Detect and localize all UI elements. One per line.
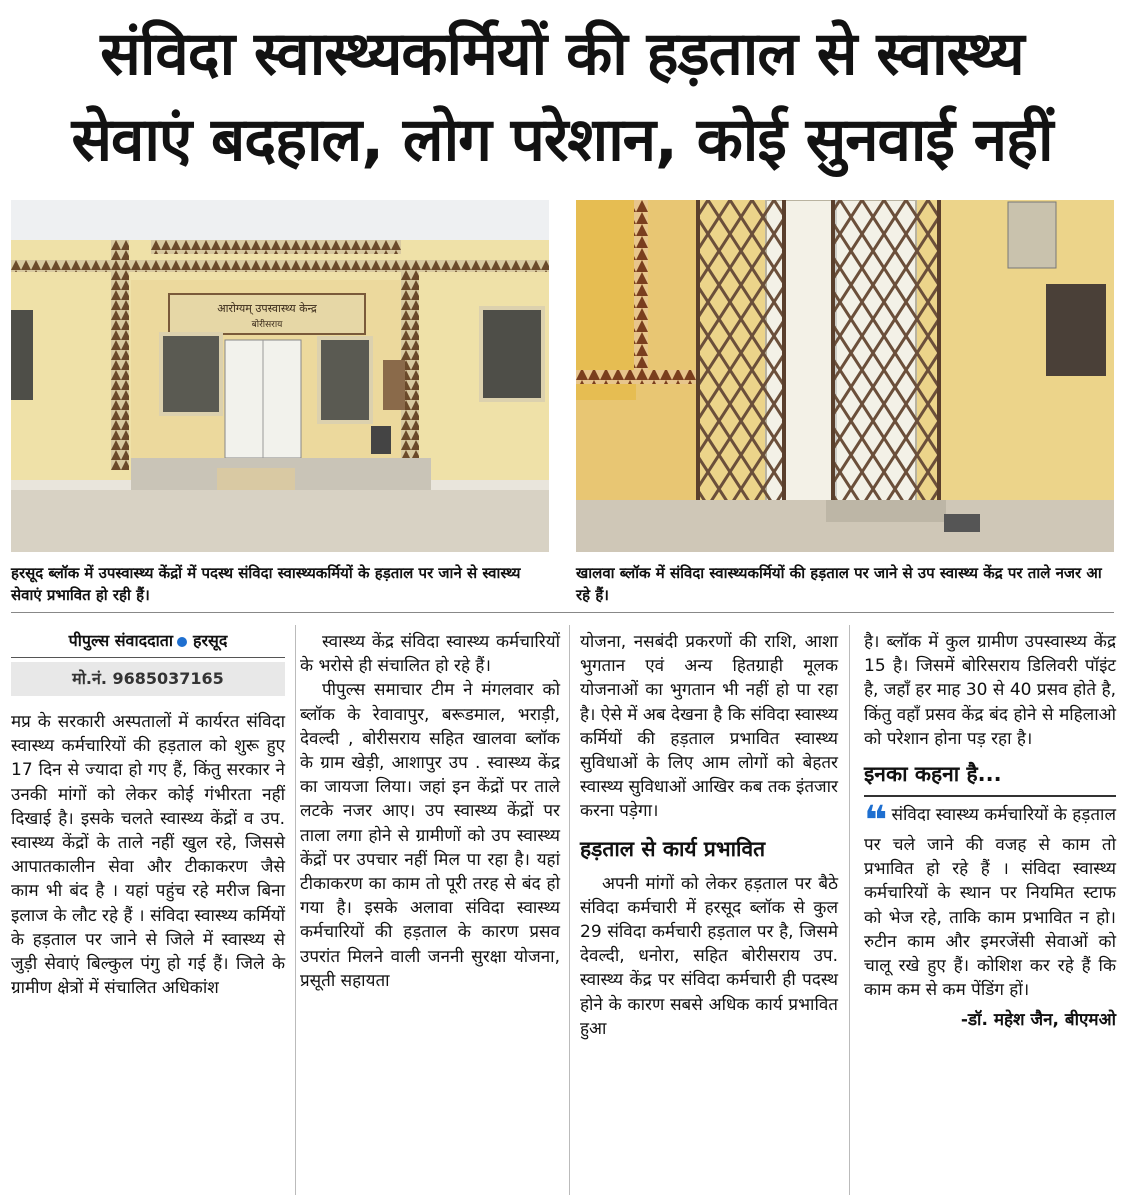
column-divider: [295, 625, 296, 1195]
reporter-mobile: मो.नं. 9685037165: [72, 669, 224, 688]
column-divider: [569, 625, 570, 1195]
divider-rule: [11, 612, 1114, 613]
column-1-text: मप्र के सरकारी अस्पतालों में कार्यरत संविदा स्वास्थ्य कर्मचारियों की हड़ताल को शुरू हुए 17 दिन से ज्यादा हो गए हैं, किंतु सरकार ने उनकी मांगों को लेकर कोई गंभीरता नहीं दिखाई है। इसके चलते स्वास्थ्य केंद्रों व उप. स्वास्थ्य केंद्रों के ताले नहीं खुल रहे, जिससे आपातकालीन सेवा और टीकाकरण जैसे काम भी बंद है । यहां पहुंच रहे मरीज बिना इलाज के लौट रहे हैं । संविदा स्वास्थ्य कर्मियों के हड़ताल पर जाने से जिले में स्वास्थ्य से जुड़ी सेवाएं बिल्कुल पंगु हो गई हैं। जिले के ग्रामीण क्षेत्रों में संचालित अधिकांश: [11, 712, 285, 999]
byline-rule: [11, 657, 285, 658]
headline: [8, 8, 1116, 188]
subhead-strike-impact: हड़ताल से कार्य प्रभावित: [580, 836, 766, 861]
article-column-1: [11, 710, 285, 1000]
photo-caption-right: खालवा ब्लॉक में संविदा स्वास्थ्यकर्मियों की हड़ताल पर जाने से उप स्वास्थ्य केंद्र पर ताले नजर आ रहे हैं।: [576, 564, 1102, 604]
photo-caption-left: हरसूद ब्लॉक में उपस्वास्थ्य केंद्रों में पदस्थ संविदा स्वास्थ्यकर्मियों के हड़ताल पर जाने से स्वास्थ्य सेवाएं प्रभावित हो रही हैं।: [11, 564, 521, 604]
column-2-para-2: पीपुल्स समाचार टीम ने मंगलवार को ब्लॉक के रेवावापुर, बरूडमाल, भराड़ी, देवल्दी , बोरीसराय सहित खालवा ब्लॉक के ग्राम खेड़ी, आशापुर उप . स्वास्थ्य केंद्र का जायजा लिया। जहां इन केंद्रों पर ताले लटके नजर आए। उप स्वास्थ्य केंद्रों पर ताला लगा होने से ग्रामीणों को उप स्वास्थ्य केंद्रों पर उपचार नहीं मिल पा रहा है। यहां टीकाकरण का काम तो पूरी तरह से बंद हो गया है। इसके अलावा संविदा स्वास्थ्य कर्मचारियों की हड़ताल के कारण प्रसव उपरांत मिलने वाली जननी सुरक्षा योजना, प्रसूती सहायता: [300, 680, 560, 991]
photo-locked-grille-door: [576, 200, 1114, 552]
headline-line-2: सेवाएं बदहाल, लोग परेशान, कोई सुनवाई नहीं: [71, 105, 1053, 175]
quote-mark-icon: ❝: [864, 798, 888, 845]
photo-health-centre-building: [11, 200, 549, 552]
sign-place: बोरीसराय: [251, 320, 283, 330]
bullet-dot-icon: [177, 637, 187, 647]
headline-line-1: संविदा स्वास्थ्यकर्मियों की हड़ताल से स्वास्थ्य: [100, 19, 1024, 89]
sign-title: आरोग्यम् उपस्वास्थ्य केन्द्र: [217, 302, 317, 315]
byline: [11, 628, 285, 654]
column-2-para-1: स्वास्थ्य केंद्र संविदा स्वास्थ्य कर्मचारियों के भरोसे ही संचालित हो रहे हैं।: [300, 632, 560, 677]
column-4-para-1: है। ब्लॉक में कुल ग्रामीण उपस्वास्थ्य केंद्र 15 है। जिसमें बोरिसराय डिलिवरी पॉइंट है, जहाँ हर माह 30 से 40 प्रसव होते है, किंतु वहाँ प्रसव केंद्र बंद होने से महिलाओ को परेशान होना पड़ रहा है।: [864, 632, 1116, 749]
article-column-2: [300, 630, 560, 993]
column-3-para-1: योजना, नसबंदी प्रकरणों की राशि, आशा भुगतान एवं अन्य हितग्राही मूलक योजनाओं का भुगतान भी नहीं हो पा रहा है। ऐसे में अब देखना है कि संविदा स्वास्थ्य कर्मियों की हड़ताल प्रभावित स्वास्थ्य सुविधाओं के लिए आम लोगों को बेहतर स्वास्थ्य सुविधाओं आखिर कब तक इंतजार करना पड़ेगा।: [580, 632, 838, 822]
subhead-they-say: इनका कहना है...: [864, 762, 1002, 787]
reporter-name: पीपुल्स संवाददाता: [68, 631, 173, 650]
quote-text: संविदा स्वास्थ्य कर्मचारियों के हड़ताल पर चले जाने की वजह से काम तो प्रभावित हो रहे हैं । संविदा स्वास्थ्य कर्मचारियों के स्थान पर नियमित स्टाफ को भेज रहे, ताकि काम प्रभावित न हो। रुटीन काम और इमरजेंसी सेवाओं को चालू रखे हुए हैं। कोशिश कर रहे हैं कि काम कम से कम पेंडिंग हों।: [864, 805, 1116, 1001]
subhead-rule: [864, 795, 1116, 797]
column-divider: [849, 625, 850, 1195]
dateline-place: हरसूद: [193, 631, 228, 650]
article-column-3: [580, 630, 838, 1041]
column-3-para-2: अपनी मांगों को लेकर हड़ताल पर बैठे संविदा कर्मचारी में हरसूद ब्लॉक से कुल 29 संविदा कर्मचारी हड़ताल पर है, जिसमे देवल्दी, धनोरा, सहित बोरीसराय उप. स्वास्थ्य केंद्र पर संविदा कर्मचारी ही पदस्थ होने के कारण सबसे अधिक कार्य प्रभावित हुआ: [580, 873, 838, 1039]
article-column-4: [864, 630, 1116, 1033]
quote-signer: -डॉ. महेश जैन, बीएमओ: [960, 1010, 1116, 1031]
